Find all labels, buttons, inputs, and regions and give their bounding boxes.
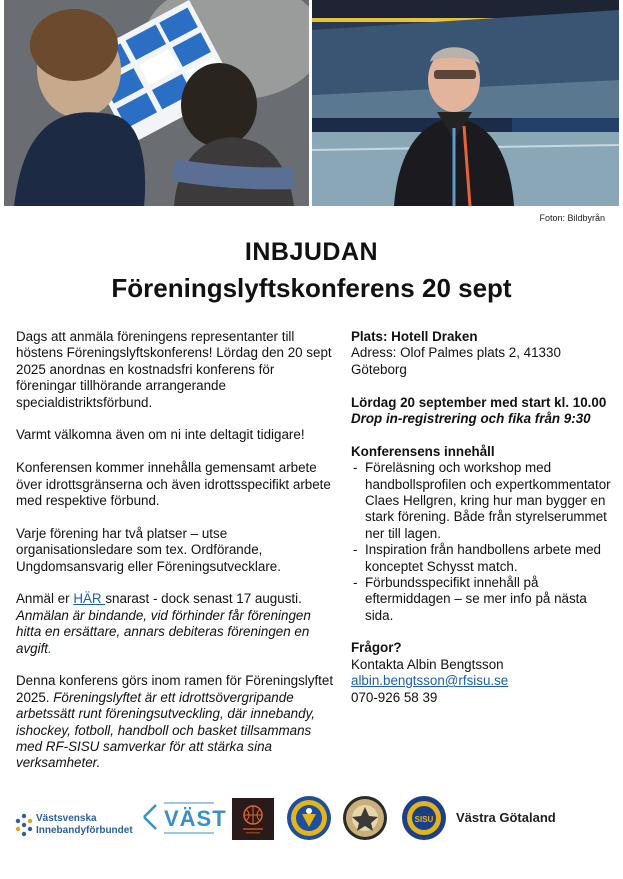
photo-workshop-image <box>4 0 309 206</box>
list-item: - Föreläsning och workshop med handbollsprofilen och expertkommentator Claes Hellgren, kring hur man bygger en stark förening. Både från styrelserummet ner till lagen. <box>351 460 613 542</box>
sponsor-logos <box>0 790 623 850</box>
right-column <box>351 329 613 706</box>
signup-link[interactable]: HÄR <box>73 591 106 607</box>
foreningslyftet-description: Föreningslyftet är ett idrottsövergripande arbetssätt runt föreningsutveckling, där innebandy, ishockey, fotboll, handboll och basket tillsammans med RF-SISU samverkar för att stärka sina verksamheter. <box>16 689 315 771</box>
vast-logo <box>142 795 227 841</box>
vastra-gotaland-text: Västra Götaland <box>456 810 556 825</box>
address-text: Adress: Olof Palmes plats 2, 41330 Göteborg <box>351 345 561 377</box>
foreningslyftet-intro: Denna konferens görs inom ramen för Föreningslyftet 2025. <box>16 673 334 705</box>
signup-post-text: snarast - dock senast 17 augusti. <box>105 591 302 607</box>
photo-speaker-image <box>312 0 619 206</box>
basket-region-logo <box>232 798 274 840</box>
welcome-paragraph: Varmt välkomna även om ni inte deltagit tidigare! <box>16 427 305 443</box>
start-time: Lördag 20 september med start kl. 10.00 <box>351 394 607 410</box>
photo-credit: Foton: Bildbyrån <box>539 213 605 223</box>
seal-gold-icon <box>342 794 388 842</box>
vif-line2: Innebandyförbundet <box>36 825 133 836</box>
questions-heading: Frågor? <box>351 640 402 656</box>
rf-sisu-logo <box>398 794 450 842</box>
photo-workshop <box>4 0 309 206</box>
contact-phone: 070-926 58 39 <box>351 689 438 705</box>
foreningslyftet-paragraph <box>16 673 336 771</box>
signup-pre-text: Anmäl er <box>16 591 74 607</box>
basketball-icon <box>232 798 274 840</box>
vif-line1: Västsvenska <box>36 813 97 824</box>
photo-speaker <box>312 0 619 206</box>
content-list <box>351 460 613 624</box>
signup-terms-text: Anmälan är bindande, vid förhinder får föreningen hitta en ersättare, annars debiteras föreningen en avgift <box>16 607 311 656</box>
dropin-text: Drop in-registrering och fika från 9:30 <box>351 411 591 427</box>
sisu-seal-icon <box>398 794 450 842</box>
innebandy-dots-icon <box>14 813 34 837</box>
content-heading: Konferensens innehåll <box>351 443 495 459</box>
conference-title: Föreningslyftskonferens 20 sept <box>111 273 512 303</box>
intro-paragraph: Dags att anmäla föreningens representanter till höstens Föreningslyftskonferens! Lördag den 20 sept 2025 anordnas en kostnadsfri konferens för föreningar tillhörande arrangerande specialdistriktsförbund. <box>16 329 332 410</box>
vast-word: VÄST <box>164 806 227 831</box>
list-item: - Inspiration från handbollens arbete med konceptet Schysst match. <box>351 542 613 575</box>
vastsvenska-innebandy-logo <box>14 810 144 840</box>
contact-email-link[interactable]: albin.bengtsson@rfsisu.se <box>351 673 509 689</box>
signup-paragraph <box>16 591 336 657</box>
place-label: Plats: Hotell Draken <box>351 329 478 344</box>
seal-blue-icon <box>286 794 332 842</box>
sisu-text: SISU <box>414 815 434 824</box>
header-photos <box>4 0 619 206</box>
list-item: - Förbundsspecifikt innehåll på eftermiddagen – se mer info på nästa sida. <box>351 575 613 624</box>
contact-text: Kontakta Albin Bengtsson <box>351 656 504 672</box>
handball-district-seal <box>286 794 332 842</box>
content-paragraph: Konferensen kommer innehålla gemensamt arbete över idrottsgränserna och även idrottsspecifikt arbete med respektive förbund. <box>16 460 331 509</box>
left-column <box>16 329 336 788</box>
signup-dot: . <box>48 640 52 656</box>
invitation-heading: INBJUDAN <box>244 238 379 266</box>
football-association-seal <box>342 794 388 842</box>
seats-paragraph: Varje förening har två platser – utse organisationsledare som tex. Ordförande, Ungdomsansvarig eller Föreningsutvecklare. <box>16 525 281 574</box>
